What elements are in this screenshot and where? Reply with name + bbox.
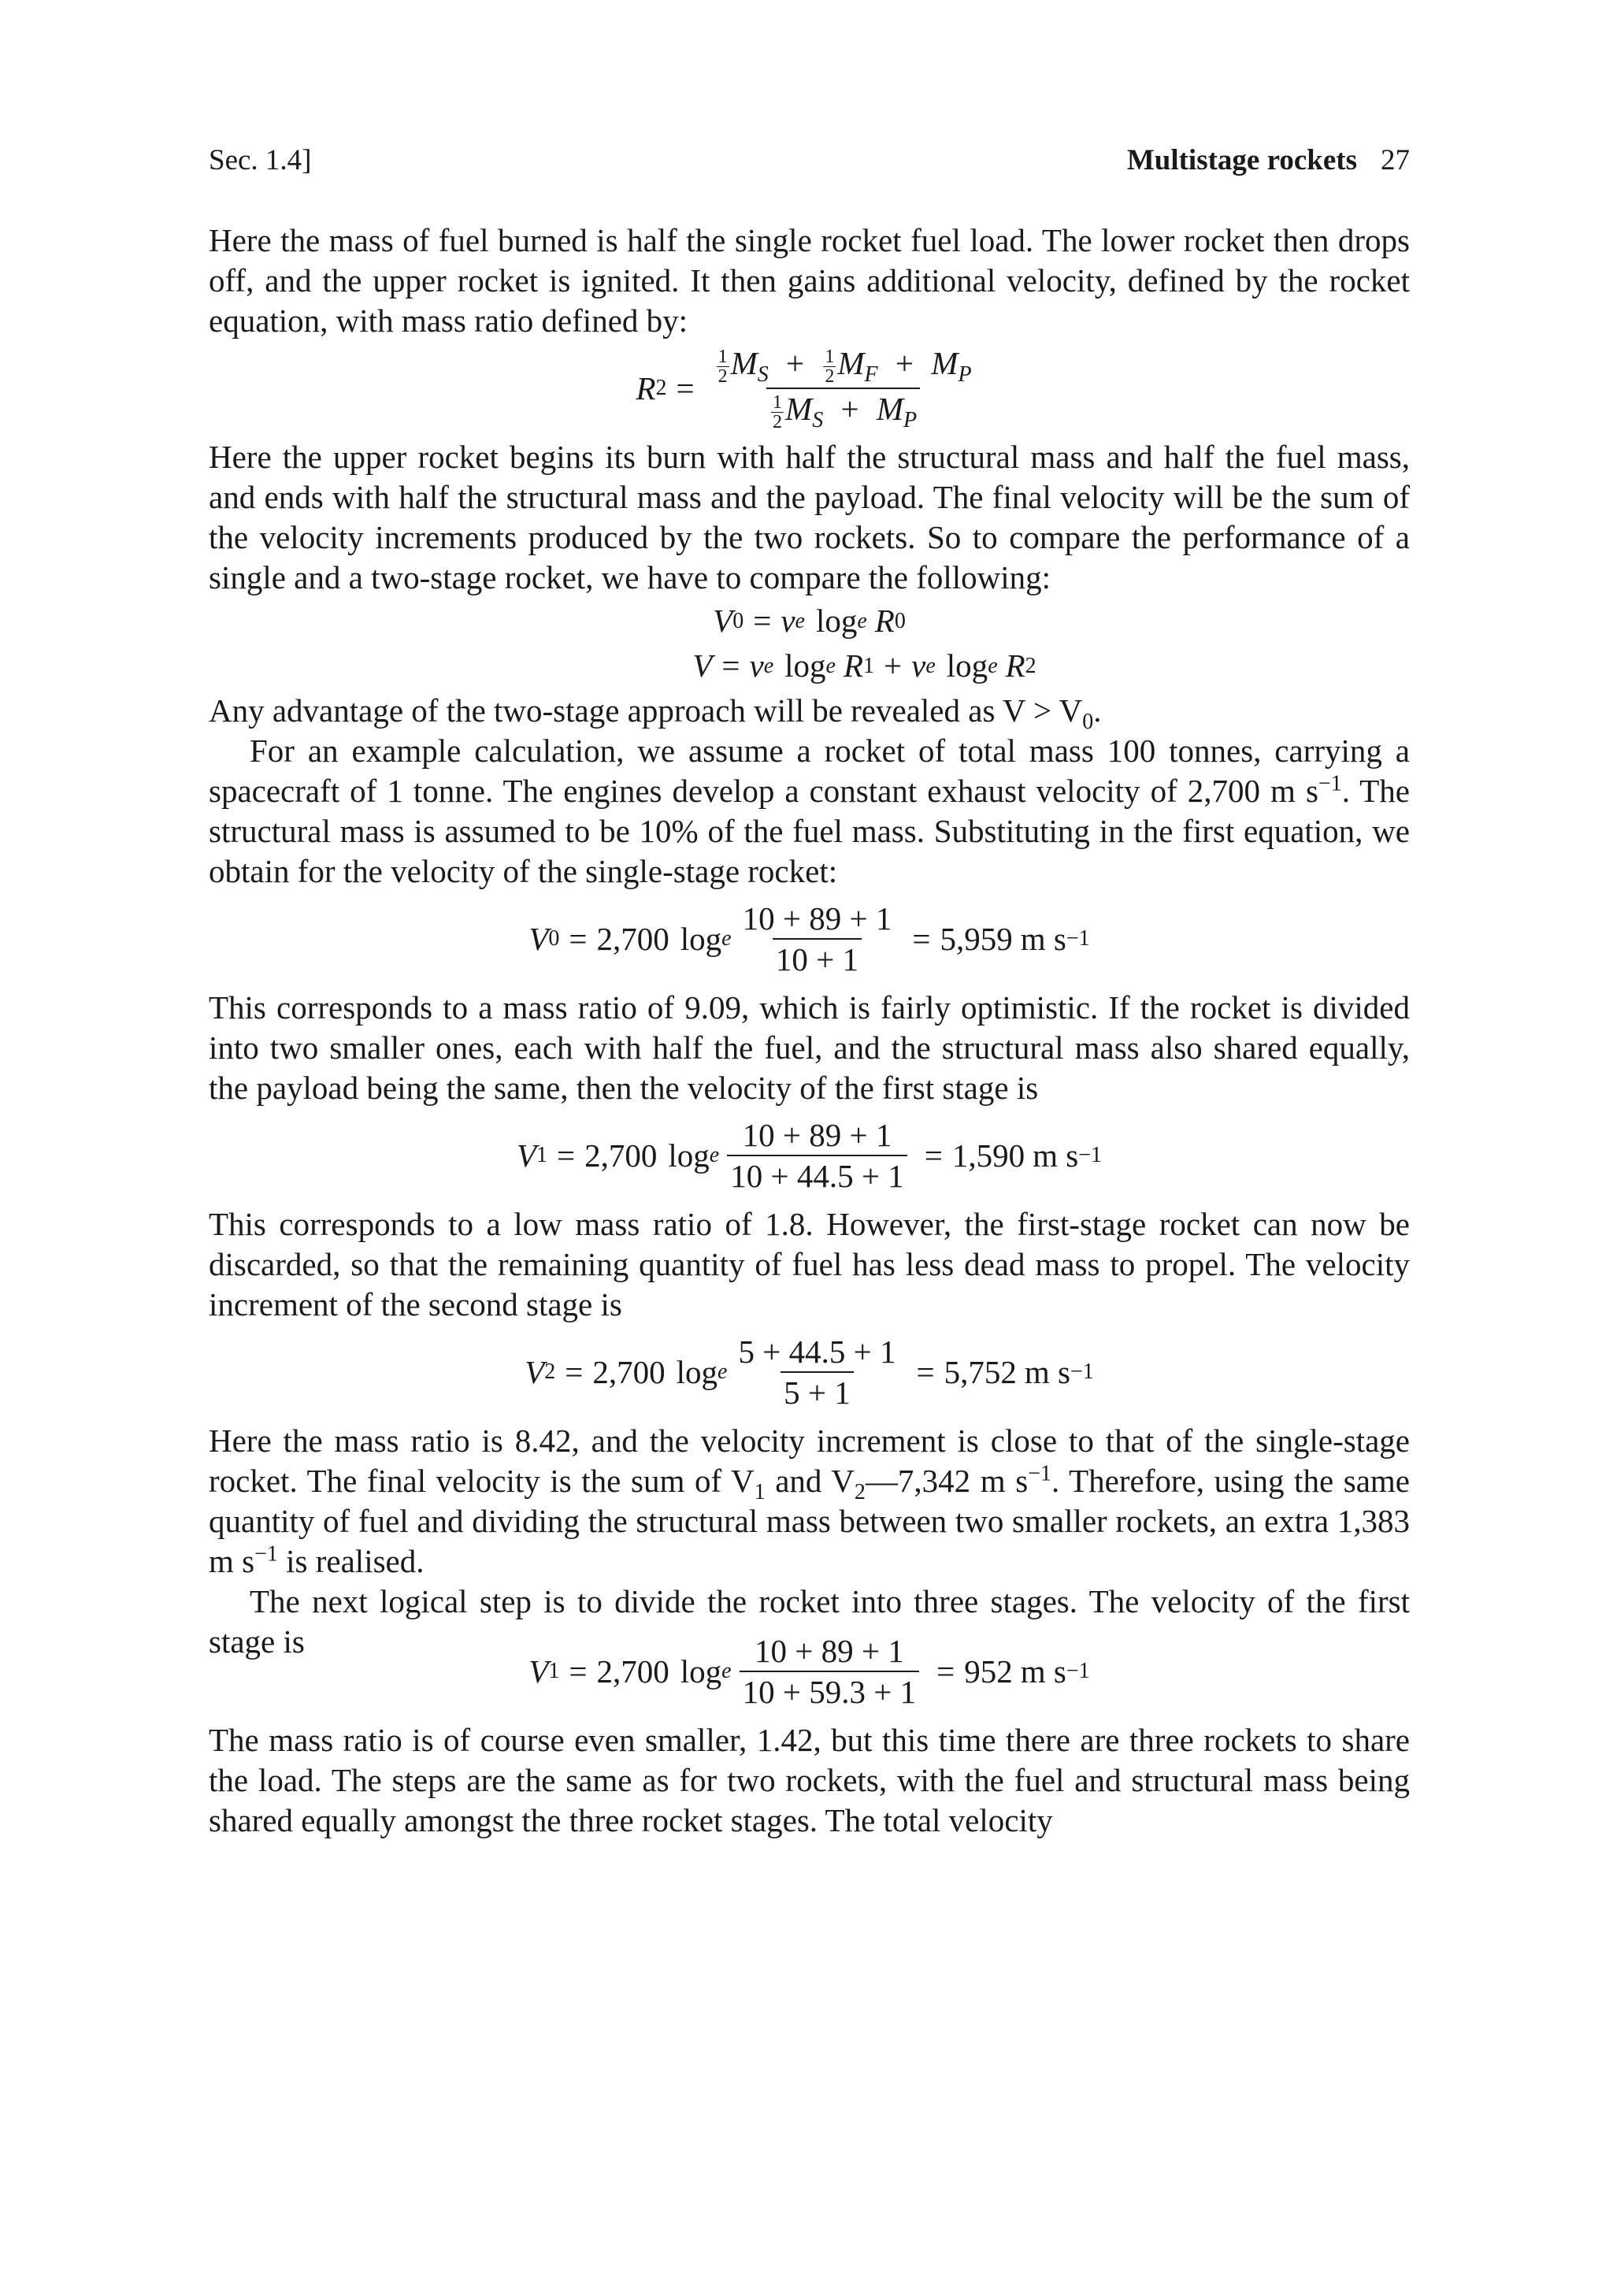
paragraph-2: Here the upper rocket begins its burn with half the structural mass and half the fuel mass, and ends with half the structural mass and the payload. The final velocity will be the sum of the velocity increments produced by the two rockets. So to compare the performance of a single and a two-stage rocket, we have to compare the following: (209, 439, 1410, 595)
equation-v-two-stage: V = v e log e R 1 + v e log e R 2 (692, 647, 1036, 684)
equation-mass-ratio-r2: R 2 = $\frac{1}{2}$ $M_S$ + $\frac{1}{2}$ $M_F + M_P$ $\frac{1}{2}$ $M_S + M_P$ (209, 344, 1410, 432)
header-right (1127, 140, 1410, 180)
paragraph-6: This corresponds to a low mass ratio of 1.8. However, the first-stage rocket can now be discarded, so that the remaining quantity of fuel has less dead mass to propel. The velocity increment of the second stage is (209, 1206, 1410, 1322)
equation-v1-two-stage: V 1 = 2,700 log e $\frac{10 + 89 + 1}{10 + 44.5 + 1}$ = 1,590 m s −1 (516, 1117, 1103, 1194)
paragraph-8: The next logical step is to divide the rocket into three stages. The velocity of the first stage is (209, 1583, 1410, 1660)
fraction: $\frac{10 + 89 + 1}{10 + 44.5 + 1}$ (727, 1117, 907, 1194)
paragraph-7: Here the mass ratio is 8.42, and the velocity increment is close to that of the single-stage rocket. The final velocity is the sum of $V_1$ and $V_2—7,342$ m $s^{-1}$. Therefore, using the same quantity of fuel and dividing the structural mass between two smaller rockets, an extra 1,383 m $s^{-1}$ is realised. (209, 1422, 1410, 1579)
fraction: $\frac{5 + 44.5 + 1}{5 + 1}$ (738, 1333, 896, 1411)
paragraph-1: Here the mass of fuel burned is half the single rocket fuel load. The lower rocket then drops off, and the upper rocket is ignited. It then gains additional velocity, defined by the rocket equation, with mass ratio defined by: (209, 222, 1410, 339)
paragraph-5: This corresponds to a mass ratio of 9.09, which is fairly optimistic. If the rocket is divided into two smaller ones, each with half the fuel, and the structural mass also shared equally, the payload being the same, then the velocity of the first stage is (209, 989, 1410, 1106)
paragraph-9: The mass ratio is of course even smaller, 1.42, but this time there are three rockets to share the load. The steps are the same as for two rockets, with the fuel and structural mass being shared equally amongst the three rocket stages. The total velocity (209, 1722, 1410, 1838)
chapter-title: Multistage rockets (1126, 144, 1357, 176)
section-label: Sec. 1.4] (209, 144, 312, 176)
fraction: $\frac{10 + 89 + 1}{10 + 59.3 + 1}$ (740, 1633, 920, 1710)
paragraph-3: Any advantage of the two-stage approach will be revealed as $V > V_0$. (209, 692, 1102, 735)
page-number: 27 (1381, 144, 1410, 176)
paragraph-4: For an example calculation, we assume a rocket of total mass 100 tonnes, carrying a spacecraft of 1 tonne. The engines develop a constant exhaust velocity of 2,700 m $s^{-1}$. The structural mass is assumed to be 10% of the fuel mass. Substituting in the first equation, we obtain for the velocity of the single-stage rocket: (209, 733, 1410, 889)
equation-v0-general: V 0 = v e log e R 0 (713, 603, 906, 639)
equation-v1-three-stage: V 1 = 2,700 log e $\frac{10 + 89 + 1}{10 + 59.3 + 1}$ = 952 m s −1 (528, 1633, 1090, 1710)
running-header (209, 140, 1410, 180)
fraction: $\frac{1}{2}$ $M_S$ + $\frac{1}{2}$ $M_F + M_P$ $\frac{1}{2}$ $M_S + M_P$ (718, 344, 972, 433)
page (209, 140, 1410, 1841)
fraction: $\frac{10 + 89 + 1}{10 + 1}$ (742, 900, 892, 977)
equation-v2-second-stage: V 2 = 2,700 log e $\frac{5 + 44.5 + 1}{5 + 1}$ = 5,752 m s −1 (525, 1333, 1094, 1411)
equation-v0-single-stage: V 0 = 2,700 log e $\frac{10 + 89 + 1}{10 + 1}$ = 5,959 m s −1 (528, 900, 1090, 977)
